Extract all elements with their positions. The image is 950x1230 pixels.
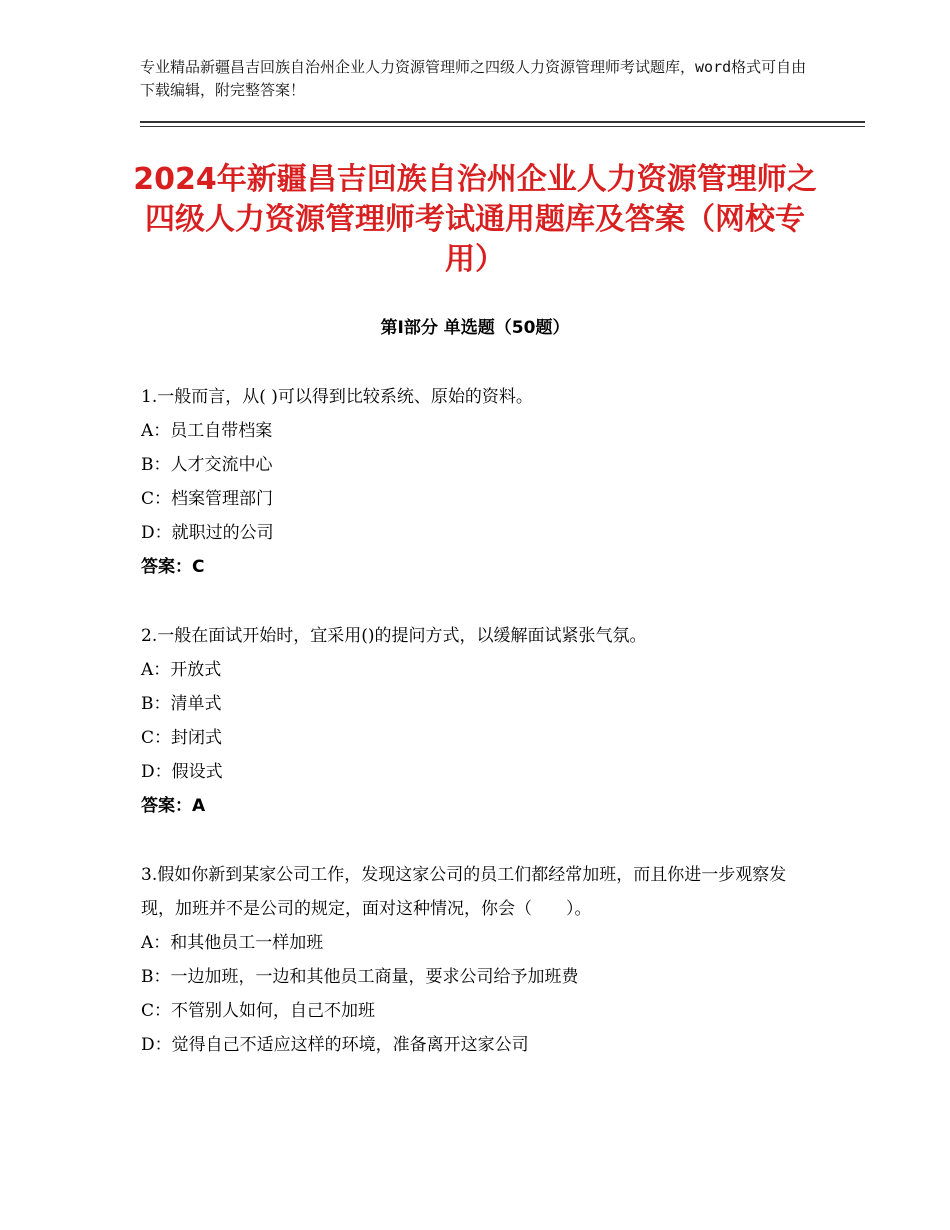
header-divider-thick — [140, 121, 865, 123]
option-d: D：觉得自己不适应这样的环境，准备离开这家公司 — [141, 1035, 529, 1055]
option-d: D：就职过的公司 — [141, 523, 274, 543]
question-3 — [141, 858, 816, 1062]
option-c: C：封闭式 — [141, 728, 223, 748]
option-a: A：员工自带档案 — [141, 421, 273, 441]
option-c: C：不管别人如何，自己不加班 — [141, 1001, 376, 1021]
question-1 — [141, 380, 816, 584]
question-stem: 2.一般在面试开始时，宜采用()的提问方式，以缓解面试紧张气氛。 — [141, 626, 647, 646]
option-a: A：和其他员工一样加班 — [141, 933, 324, 953]
section-title: 第Ⅰ部分 单选题（50题） — [380, 318, 570, 338]
option-b: B：人才交流中心 — [141, 455, 273, 475]
option-d: D：假设式 — [141, 762, 223, 782]
answer-line: 答案：C — [141, 557, 205, 577]
answer-line: 答案：A — [141, 796, 206, 816]
option-a: A：开放式 — [141, 660, 222, 680]
question-stem: 3.假如你新到某家公司工作，发现这家公司的员工们都经常加班，而且你进一步观察发现，加班并不是公司的规定，面对这种情况，你会（ ）。 — [141, 865, 787, 919]
document-header-note: 专业精品新疆昌吉回族自治州企业人力资源管理师之四级人力资源管理师考试题库，word格式可自由下载编辑，附完整答案！ — [140, 58, 807, 99]
document-title: 2024年新疆昌吉回族自治州企业人力资源管理师之四级人力资源管理师考试通用题库及答案（网校专用） — [133, 162, 817, 277]
question-2 — [141, 619, 816, 823]
option-b: B：一边加班，一边和其他员工商量，要求公司给予加班费 — [141, 967, 579, 987]
option-c: C：档案管理部门 — [141, 489, 274, 509]
question-stem: 1.一般而言，从( )可以得到比较系统、原始的资料。 — [141, 387, 533, 407]
option-b: B：清单式 — [141, 694, 222, 714]
header-divider-thin — [140, 126, 865, 127]
